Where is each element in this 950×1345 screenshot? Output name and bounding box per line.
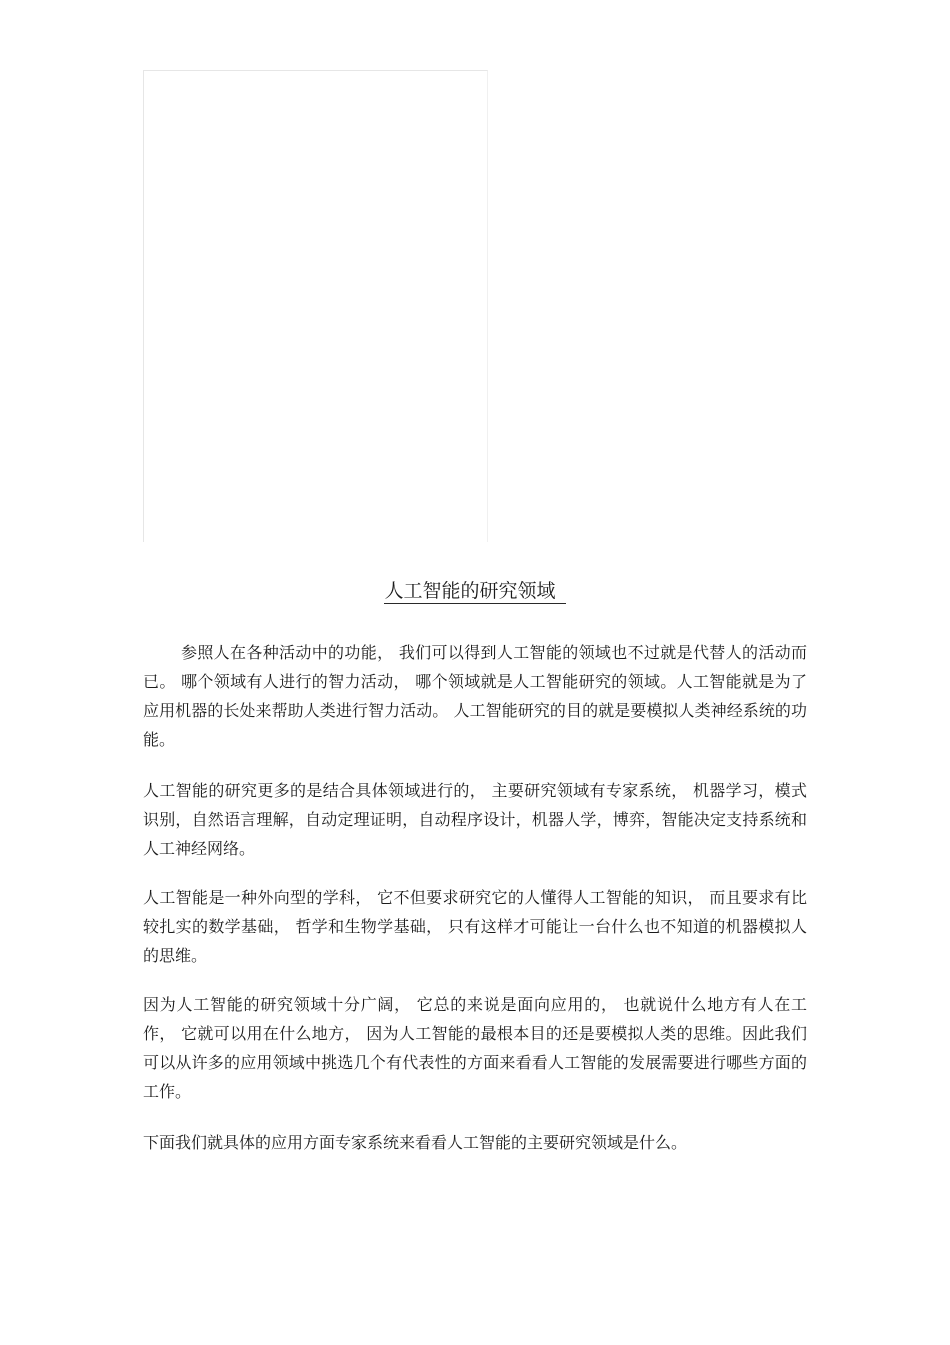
paragraph-3: 人工智能是一种外向型的学科， 它不但要求研究它的人懂得人工智能的知识， 而且要求有比较扎实的数学基础， 哲学和生物学基础， 只有这样才可能让一台什么也不知道的机器模拟人的思维。 [143,888,807,965]
paragraph-2: 人工智能的研究更多的是结合具体领域进行的， 主要研究领域有专家系统， 机器学习，模式识别，自然语言理解，自动定理证明，自动程序设计，机器人学，博弈，智能决定支持系统和人工神经网络。 [143,781,807,858]
paragraph-1: 参照人在各种活动中的功能， 我们可以得到人工智能的领域也不过就是代替人的活动而已。 哪个领域有人进行的智力活动， 哪个领域就是人工智能研究的领域。人工智能就是为了应用机器的长处来帮助人类进行智力活动。 人工智能研究的目的就是要模拟人类神经系统的功能。 [143,643,807,749]
document-title-text: 人工智能的研究领域 [384,580,565,604]
document-title [0,576,950,606]
blank-figure-frame [143,70,488,542]
paragraph-4: 因为人工智能的研究领域十分广阔， 它总的来说是面向应用的， 也就说什么地方有人在工作， 它就可以用在什么地方， 因为人工智能的最根本目的还是要模拟人类的思维。因此我们可以从许多的应用领域中挑选几个有代表性的方面来看看人工智能的发展需要进行哪些方面的工作。 [143,995,807,1101]
paragraph-5: 下面我们就具体的应用方面专家系统来看看人工智能的主要研究领域是什么。 [143,1133,688,1152]
